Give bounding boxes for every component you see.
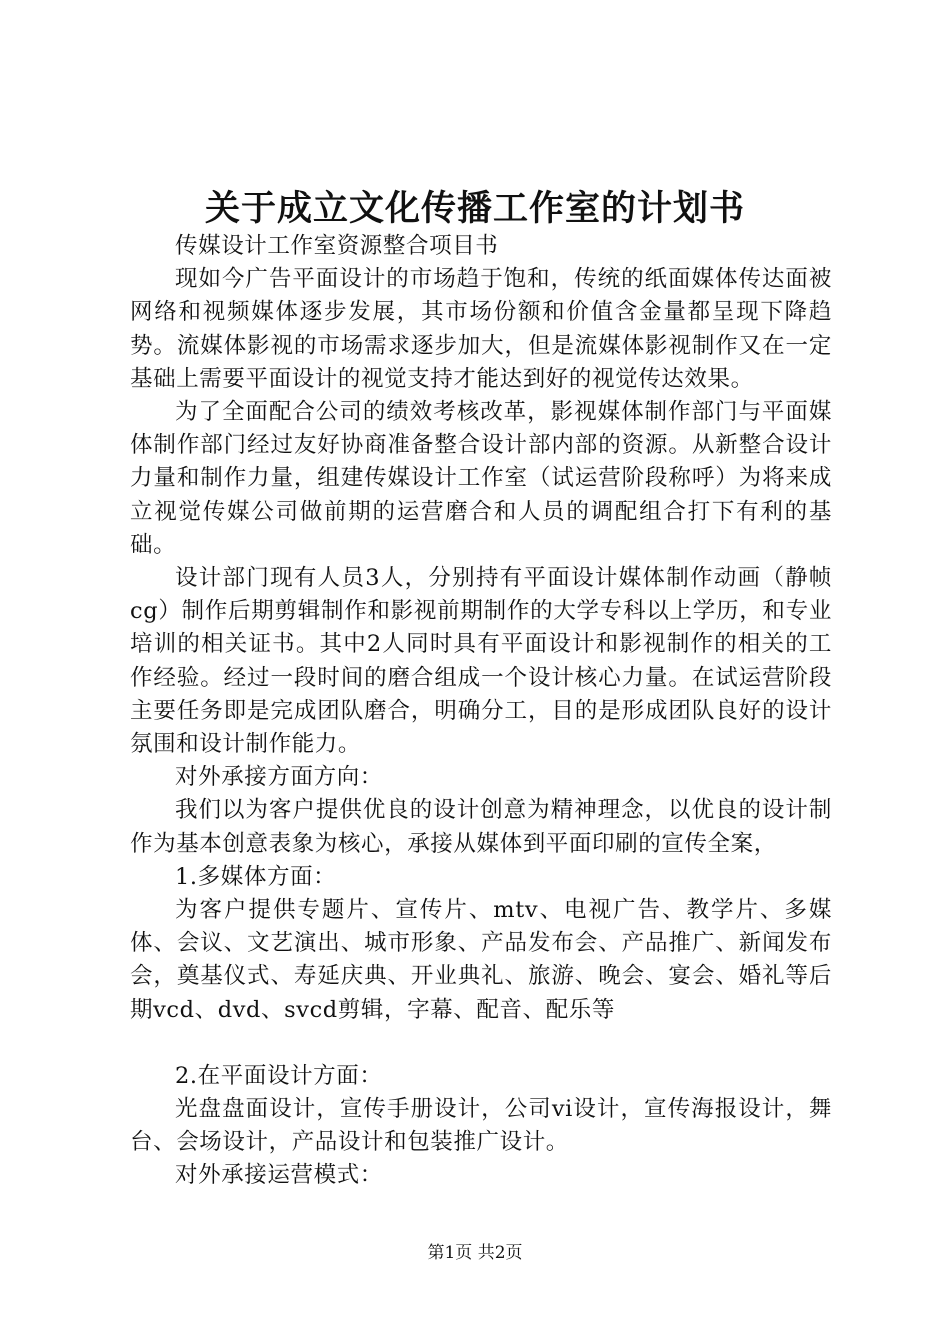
document-body bbox=[130, 230, 832, 1193]
page-footer: 第1页 共2页 bbox=[427, 1243, 523, 1263]
paragraph-graphic-design-services: 光盘盘面设计，宣传手册设计，公司vi设计，宣传海报设计，舞台、会场设计，产品设计和包装推广设计。 bbox=[130, 1096, 832, 1156]
paragraph-integration-purpose: 为了全面配合公司的绩效考核改革，影视媒体制作部门与平面媒体制作部门经过友好协商准备整合设计部内部的资源。从新整合设计力量和制作力量，组建传媒设计工作室（试运营阶段称呼）为将来成立视觉传媒公司做前期的运营磨合和人员的调配组合打下有利的基础。 bbox=[130, 399, 832, 558]
paragraph-service-philosophy: 我们以为客户提供优良的设计创意为精神理念，以优良的设计制作为基本创意表象为核心，承接从媒体到平面印刷的宣传全案， bbox=[130, 797, 832, 857]
document-subtitle: 传媒设计工作室资源整合项目书 bbox=[175, 233, 499, 259]
section-heading-multimedia: 1.多媒体方面： bbox=[175, 863, 337, 890]
paragraph-multimedia-services: 为客户提供专题片、宣传片、mtv、电视广告、教学片、多媒体、会议、文艺演出、城市形象、产品发布会、产品推广、新闻发布会，奠基仪式、寿延庆典、开业典礼、旅游、晚会、宴会、婚礼等后期vcd、dvd、svcd剪辑，字幕、配音、配乐等 bbox=[130, 897, 832, 1023]
paragraph-staff: 设计部门现有人员3人，分别持有平面设计媒体制作动画（静帧cg）制作后期剪辑制作和影视前期制作的大学专科以上学历，和专业培训的相关证书。其中2人同时具有平面设计和影视制作的相关的工作经验。经过一段时间的磨合组成一个设计核心力量。在试运营阶段主要任务即是完成团队磨合，明确分工，目的是形成团队良好的设计氛围和设计制作能力。 bbox=[130, 565, 832, 758]
section-heading-operation-mode: 对外承接运营模式： bbox=[175, 1162, 383, 1189]
document-title: 关于成立文化传播工作室的计划书 bbox=[204, 188, 745, 229]
paragraph-market-background: 现如今广告平面设计的市场趋于饱和，传统的纸面媒体传达面被网络和视频媒体逐步发展，其市场份额和价值含金量都呈现下降趋势。流媒体影视的市场需求逐步加大，但是流媒体影视制作又在一定基础上需要平面设计的视觉支持才能达到好的视觉传达效果。 bbox=[130, 266, 832, 392]
section-heading-graphic-design: 2.在平面设计方面： bbox=[175, 1062, 383, 1089]
section-heading-external-direction: 对外承接方面方向： bbox=[175, 764, 383, 791]
